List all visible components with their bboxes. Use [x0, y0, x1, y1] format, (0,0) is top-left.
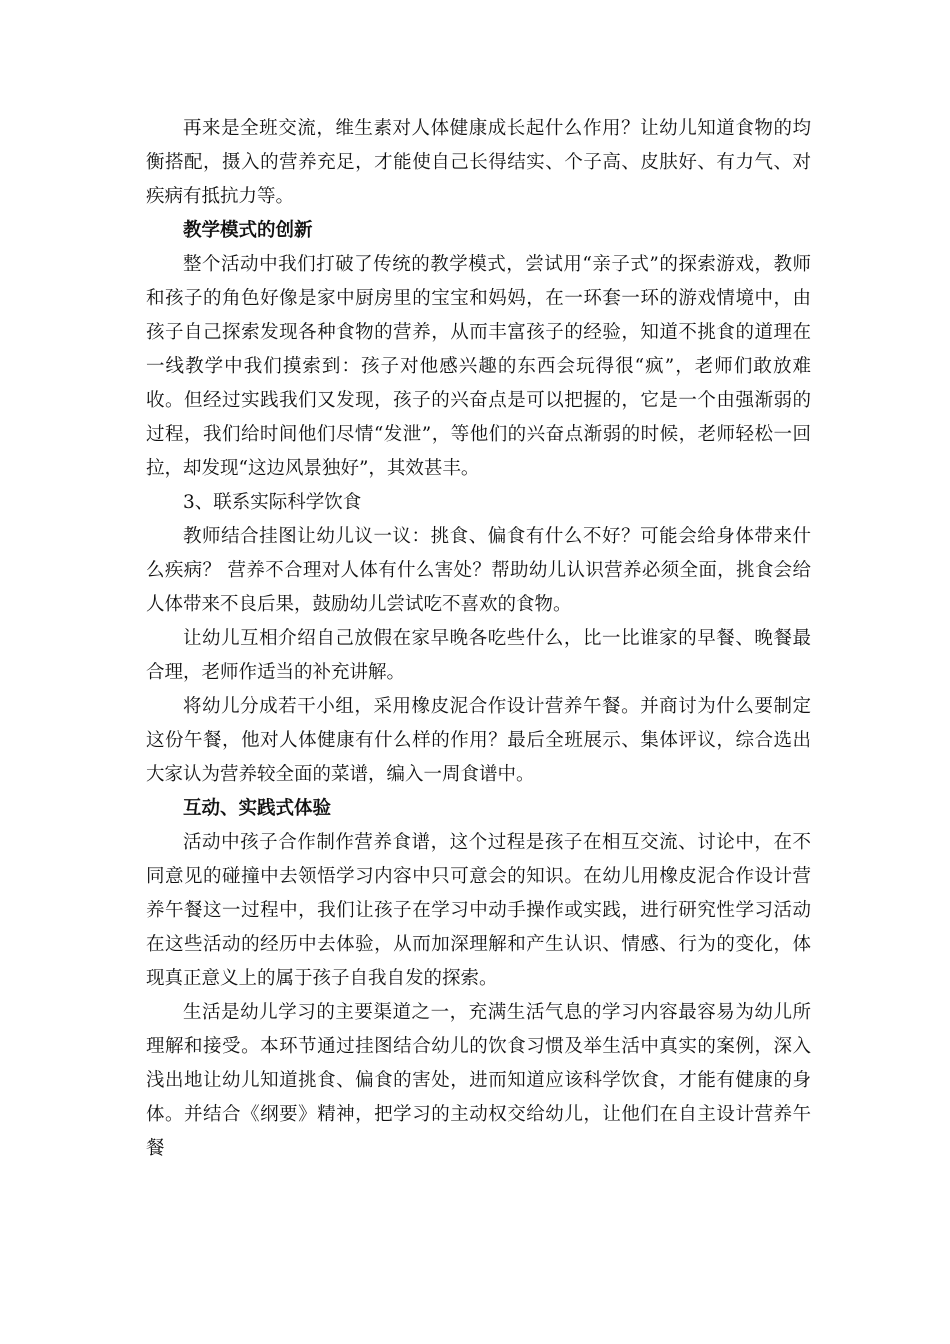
paragraph: 整个活动中我们打破了传统的教学模式，尝试用“亲子式”的探索游戏，教师和孩子的角色好像是家中厨房里的宝宝和妈妈，在一环套一环的游戏情境中，由孩子自己探索发现各种食物的营养，从而丰富孩子的经验，知道不挑食的道理在一线教学中我们摸索到：孩子对他感兴趣的东西会玩得很“疯”，老师们敢放难收。但经过实践我们又发现，孩子的兴奋点是可以把握的，它是一个由强渐弱的过程，我们给时间他们尽情“发泄”，等他们的兴奋点渐弱的时候，老师轻松一回拉，却发现“这边风景独好”，其效甚丰。 [146, 254, 811, 479]
paragraph: 让幼儿互相介绍自己放假在家早晚各吃些什么，比一比谁家的早餐、晚餐最合理，老师作适当的补充讲解。 [146, 628, 811, 683]
paragraph: 活动中孩子合作制作营养食谱，这个过程是孩子在相互交流、讨论中，在不同意见的碰撞中去领悟学习内容中只可意会的知识。在幼儿用橡皮泥合作设计营养午餐这一过程中，我们让孩子在学习中动手操作或实践，进行研究性学习活动在这些活动的经历中去体验，从而加深理解和产生认识、情感、行为的变化，体现真正意义上的属于孩子自我自发的探索。 [146, 832, 811, 989]
section-heading: 教学模式的创新 [183, 220, 313, 241]
section-heading: 互动、实践式体验 [183, 798, 332, 819]
document-body [146, 112, 811, 1166]
paragraph: 教师结合挂图让幼儿议一议：挑食、偏食有什么不好？可能会给身体带来什么疾病？ 营养不合理对人体有什么害处？帮助幼儿认识营养必须全面，挑食会给人体带来不良后果，鼓励幼儿尝试吃不喜欢的食物。 [146, 526, 811, 615]
numbered-heading: 3、联系实际科学饮食 [183, 492, 362, 513]
paragraph: 生活是幼儿学习的主要渠道之一，充满生活气息的学习内容最容易为幼儿所理解和接受。本环节通过挂图结合幼儿的饮食习惯及举生活中真实的案例，深入浅出地让幼儿知道挑食、偏食的害处，进而知道应该科学饮食，才能有健康的身体。并结合《纲要》精神，把学习的主动权交给幼儿，让他们在自主设计营养午餐 [146, 1002, 811, 1159]
paragraph: 再来是全班交流，维生素对人体健康成长起什么作用？让幼儿知道食物的均衡搭配，摄入的营养充足，才能使自己长得结实、个子高、皮肤好、有力气、对疾病有抵抗力等。 [146, 118, 811, 207]
paragraph: 将幼儿分成若干小组，采用橡皮泥合作设计营养午餐。并商讨为什么要制定这份午餐，他对人体健康有什么样的作用？最后全班展示、集体评议，综合选出大家认为营养较全面的菜谱，编入一周食谱中。 [146, 696, 811, 785]
